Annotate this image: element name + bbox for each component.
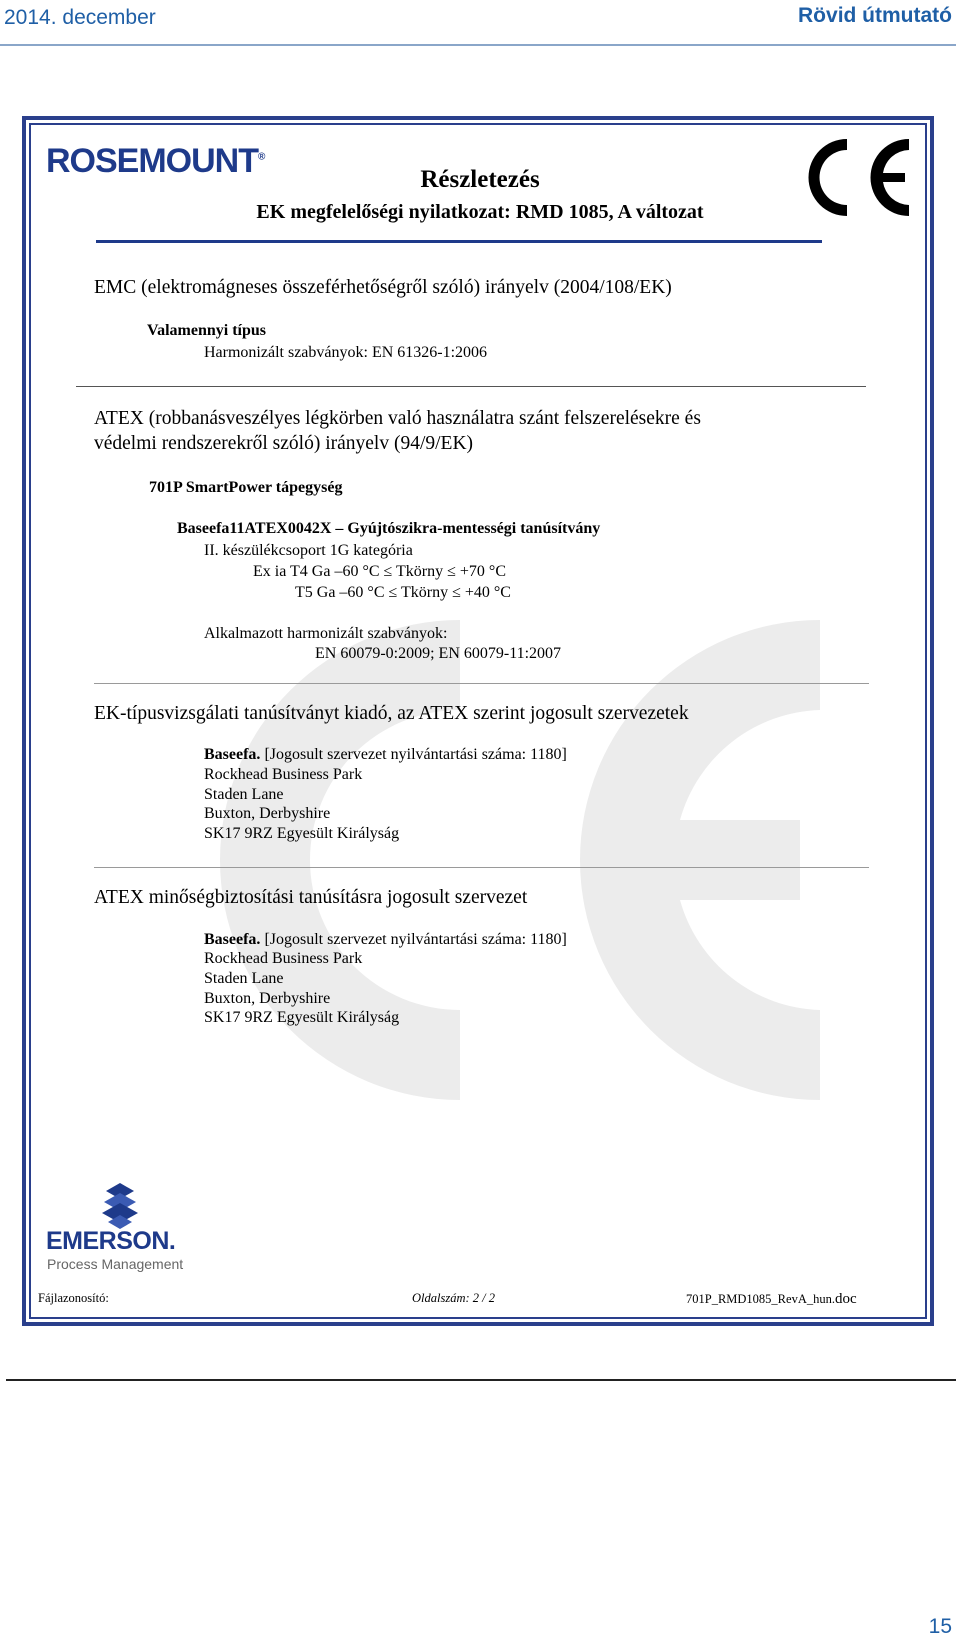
quality-body-address-line: Buxton, Derbyshire	[204, 990, 331, 1007]
emc-standards: Harmonizált szabványok: EN 61326-1:2006	[204, 344, 488, 361]
quality-body-address-line: SK17 9RZ Egyesült Királyság	[204, 1009, 400, 1026]
notified-body-address-line: Rockhead Business Park	[204, 766, 363, 783]
ce-mark-icon	[795, 135, 915, 220]
atex-group: II. készülékcsoport 1G kategória	[204, 542, 413, 559]
quality-body-address-line: Rockhead Business Park	[204, 950, 363, 967]
atex-applied-standards: EN 60079-0:2009; EN 60079-11:2007	[315, 645, 562, 662]
emerson-logo: EMERSON.	[46, 1227, 176, 1255]
page-title: Részletezés	[420, 166, 540, 193]
section-divider	[94, 683, 869, 684]
footer-file-label: Fájlazonosító:	[38, 1291, 109, 1305]
page-subtitle: EK megfelelőségi nyilatkozat: RMD 1085, A változat	[256, 201, 704, 223]
atex-rating-t4: Ex ia T4 Ga –60 °C ≤ Tkörny ≤ +70 °C	[253, 563, 506, 580]
header-doc-type: Rövid útmutató	[798, 4, 952, 27]
section-divider	[94, 867, 869, 868]
rosemount-logo: ROSEMOUNT®	[46, 142, 265, 180]
header-divider	[0, 44, 956, 46]
quality-body-address-line: Staden Lane	[204, 970, 284, 987]
emerson-logo-subtitle: Process Management	[47, 1256, 184, 1272]
emerson-logo-icon	[100, 1183, 140, 1229]
header-date: 2014. december	[4, 6, 156, 29]
emc-type-label: Valamennyi típus	[147, 322, 266, 339]
notified-body-heading: EK-típusvizsgálati tanúsítványt kiadó, az ATEX szerint jogosult szervezetek	[94, 703, 689, 724]
page-number: 15	[928, 1615, 952, 1638]
notified-body-name-line: Baseefa. [Jogosult szervezet nyilvántartási száma: 1180]	[204, 746, 567, 763]
emc-heading: EMC (elektromágneses összeférhetőségről szóló) irányelv (2004/108/EK)	[94, 277, 672, 298]
atex-certificate: Baseefa11ATEX0042X – Gyújtószikra-mentességi tanúsítvány	[177, 520, 601, 537]
atex-heading-line2: védelmi rendszerekről szóló) irányelv (94/9/EK)	[94, 433, 474, 454]
notified-body-address-line: Staden Lane	[204, 786, 284, 803]
quality-body-name-line: Baseefa. [Jogosult szervezet nyilvántartási száma: 1180]	[204, 931, 567, 948]
footer-page-label: Oldalszám: 2 / 2	[412, 1291, 495, 1305]
page-bottom-divider	[6, 1379, 956, 1381]
title-divider	[96, 240, 822, 243]
quality-body-heading: ATEX minőségbiztosítási tanúsításra jogosult szervezet	[94, 887, 528, 908]
notified-body-address-line: SK17 9RZ Egyesült Királyság	[204, 825, 400, 842]
atex-applied-label: Alkalmazott harmonizált szabványok:	[204, 625, 448, 642]
atex-heading-line1: ATEX (robbanásveszélyes légkörben való használatra szánt felszerelésekre és	[94, 408, 701, 429]
atex-product: 701P SmartPower tápegység	[149, 479, 343, 496]
footer-filename: 701P_RMD1085_RevA_hun.doc	[686, 1291, 857, 1307]
atex-rating-t5: T5 Ga –60 °C ≤ Tkörny ≤ +40 °C	[295, 584, 511, 601]
notified-body-address-line: Buxton, Derbyshire	[204, 805, 331, 822]
section-divider	[76, 386, 866, 387]
ce-watermark-icon	[160, 580, 920, 1140]
